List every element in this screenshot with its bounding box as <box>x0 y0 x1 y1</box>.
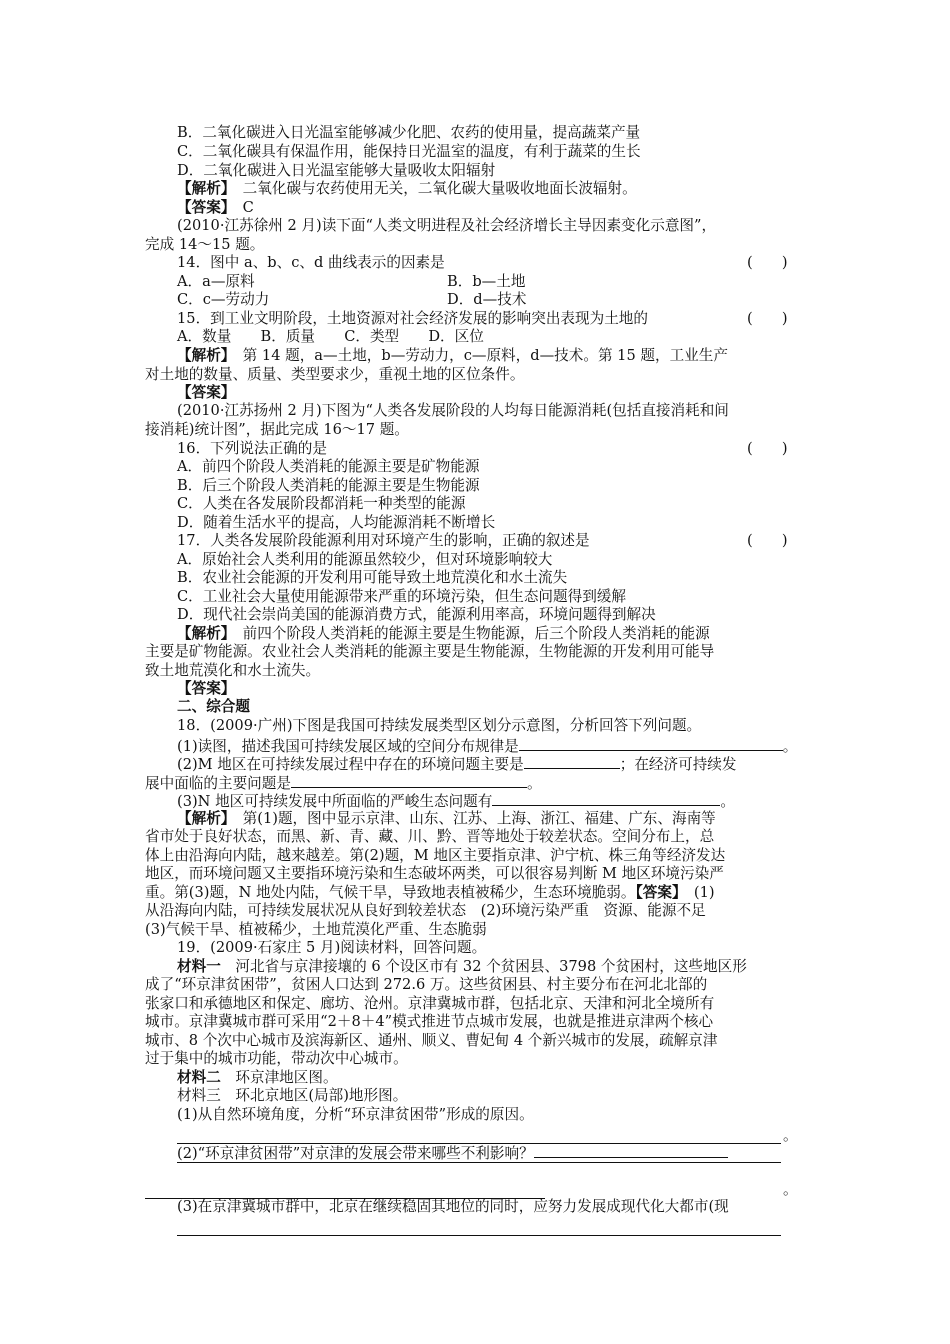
q18-analysis-line1 <box>177 810 716 829</box>
q17-option-c: C．工业社会大量使用能源带来严重的环境污染，但生态问题得到缓解 <box>177 588 626 605</box>
q18-answer-line2: (3)气候干旱、植被稀少，土地荒漠化严重、生态脆弱 <box>145 921 487 938</box>
q14-15-answer-tag: 【答案】 <box>177 384 236 401</box>
material-tag: 材料二 <box>177 1069 221 1086</box>
material1-line1 <box>177 958 747 977</box>
q17-answer-bracket: ( ) <box>747 532 788 549</box>
q13-option-c: C．二氧化碳具有保温作用，能保持日光温室的温度，有利于蔬菜的生长 <box>177 143 641 160</box>
intro-14-15-line2: 完成 14～15 题。 <box>145 236 265 253</box>
answer-blank[interactable] <box>492 791 720 806</box>
material1-line3: 张家口和承德地区和保定、廊坊、沧州。京津冀城市群，包括北京、天津和河北全境所有 <box>145 995 715 1012</box>
q14-option-c: C．c—劳动力 <box>177 291 270 308</box>
q15-stem: 15．到工业文明阶段，土地资源对社会经济发展的影响突出表现为土地的 <box>177 310 648 327</box>
answer-blank[interactable] <box>519 736 783 751</box>
q18-sub2-text-b: ；在经济可持续发 <box>619 756 737 773</box>
answer-tag: 【答案】 <box>177 199 229 216</box>
q18-analysis-line2: 省市处于良好状态，而黑、新、青、藏、川、黔、晋等地处于较差状态。空间分布上，总 <box>145 828 715 845</box>
q13-option-b: B．二氧化碳进入日光温室能够减少化肥、农药的使用量，提高蔬菜产量 <box>177 124 641 141</box>
material1-line5: 城市、8 个次中心城市及滨海新区、通州、顺义、曹妃甸 4 个新兴城市的发展，疏解京津 <box>145 1032 718 1049</box>
analysis-text: 第(1)题，图中显示京津、山东、江苏、上海、浙江、福建、广东、海南等 <box>228 810 716 827</box>
q14-option-b: B．b—土地 <box>447 273 526 290</box>
answer-blank[interactable] <box>534 1143 728 1158</box>
answer-tag: 【答案】 <box>635 884 680 901</box>
q13-answer <box>177 199 254 218</box>
analysis-tag: 【解析】 <box>177 347 229 364</box>
q18-sub2-end: 。 <box>526 775 542 792</box>
intro-14-15-line1: (2010·江苏徐州 2 月)读下面“人类文明进程及社会经济增长主导因素变化示意图”， <box>177 217 717 234</box>
section-heading: 二、综合题 <box>177 698 250 715</box>
q18-answer-line1: 从沿海向内陆，可持续发展状况从良好到较差状态 (2)环境污染严重 资源、能源不足 <box>145 902 706 919</box>
q14-15-analysis-line1 <box>177 347 728 366</box>
q14-option-d: D．d—技术 <box>447 291 527 308</box>
q19-sub3: (3)在京津冀城市群中，北京在继续稳固其地位的同时，应努力发展成现代化大都市(现 <box>177 1198 729 1215</box>
q16-17-answer-tag: 【答案】 <box>177 680 236 697</box>
material1-line2: 成了“环京津贫困带”，贫困人口达到 272.6 万。这些贫困县、村主要分布在河北北部的 <box>145 976 708 993</box>
answer-text: (1) <box>679 884 715 901</box>
material-tag: 材料一 <box>177 958 221 975</box>
material2 <box>177 1069 338 1088</box>
q16-option-c: C．人类在各发展阶段都消耗一种类型的能源 <box>177 495 466 512</box>
analysis-tag: 【解析】 <box>177 810 229 827</box>
q16-17-analysis-line3: 致土地荒漠化和水土流失。 <box>145 662 321 679</box>
material-text: 环京津地区图。 <box>220 1069 338 1086</box>
q17-option-d: D．现代社会崇尚美国的能源消费方式，能源利用率高，环境问题得到解决 <box>177 606 656 623</box>
answer-blank[interactable] <box>291 773 527 788</box>
q19-sub2-end: 。 <box>783 1181 798 1198</box>
q18-sub2-text-c: 展中面临的主要问题是 <box>145 775 291 792</box>
q13-analysis <box>177 180 637 199</box>
q16-answer-bracket: ( ) <box>747 440 788 457</box>
answer-text: C <box>228 199 254 216</box>
q17-option-a: A．原始社会人类利用的能源虽然较少，但对环境影响较大 <box>177 551 553 568</box>
intro-16-17-line2: 接消耗)统计图”，据此完成 16～17 题。 <box>145 421 409 438</box>
material3: 材料三 环北京地区(局部)地形图。 <box>177 1087 408 1104</box>
analysis-tag: 【解析】 <box>177 180 229 197</box>
answer-line[interactable] <box>177 1235 781 1236</box>
q18-analysis-line5 <box>145 884 715 903</box>
analysis-text: 前四个阶段人类消耗的能源主要是生物能源，后三个阶段人类消耗的能源 <box>228 625 710 642</box>
q16-option-a: A．前四个阶段人类消耗的能源主要是矿物能源 <box>177 458 480 475</box>
q18-sub2-text: (2)M 地区在可持续发展过程中存在的环境问题主要是 <box>177 756 524 773</box>
analysis-text: 重。第(3)题，N 地处内陆，气候干旱，导致地表植被稀少，生态环境脆弱。 <box>145 884 636 901</box>
q18-sub2 <box>177 754 737 775</box>
q14-answer-bracket: ( ) <box>747 254 788 271</box>
material-text: 河北省与京津接壤的 6 个设区市有 32 个贫困县、3798 个贫困村，这些地区形 <box>220 958 747 975</box>
q19-sub2 <box>177 1143 728 1164</box>
q17-option-b: B．农业社会能源的开发利用可能导致土地荒漠化和水土流失 <box>177 569 568 586</box>
q15-options: A．数量 B．质量 C．类型 D．区位 <box>177 328 484 345</box>
q14-option-a: A．a—原料 <box>177 273 255 290</box>
analysis-tag: 【解析】 <box>177 625 229 642</box>
q18-sub1-end: 。 <box>782 738 798 755</box>
q15-answer-bracket: ( ) <box>747 310 788 327</box>
q16-option-b: B．后三个阶段人类消耗的能源主要是生物能源 <box>177 477 480 494</box>
q18-stem: 18．(2009·广州)下图是我国可持续发展类型区划分示意图，分析回答下列问题。 <box>177 717 702 734</box>
material1-line6: 过于集中的城市功能，带动次中心城市。 <box>145 1050 408 1067</box>
q16-17-analysis-line2: 主要是矿物能源。农业社会人类消耗的能源主要是生物能源，生物能源的开发利用可能导 <box>145 643 715 660</box>
q16-17-analysis-line1 <box>177 625 710 644</box>
answer-blank[interactable] <box>524 754 620 769</box>
material1-line4: 城市。京津冀城市群可采用“2＋8＋4”模式推进节点城市发展，也就是推进京津两个核心 <box>145 1013 714 1030</box>
q18-sub1-text: (1)读图，描述我国可持续发展区域的空间分布规律是 <box>177 738 519 755</box>
q19-sub2-text: (2)“环京津贫困带”对京津的发展会带来哪些不利影响？ <box>177 1145 534 1162</box>
q14-stem: 14．图中 a、b、c、d 曲线表示的因素是 <box>177 254 445 271</box>
q19-sub1-end: 。 <box>783 1127 798 1144</box>
q16-option-d: D．随着生活水平的提高，人均能源消耗不断增长 <box>177 514 496 531</box>
analysis-text: 第 14 题，a—土地，b—劳动力，c—原料，d—技术。第 15 题，工业生产 <box>228 347 728 364</box>
q18-sub3-end: 。 <box>720 793 735 810</box>
q18-sub3-text: (3)N 地区可持续发展中所面临的严峻生态问题有 <box>177 793 493 810</box>
q16-stem: 16．下列说法正确的是 <box>177 440 327 457</box>
q19-stem: 19．(2009·石家庄 5 月)阅读材料，回答问题。 <box>177 939 487 956</box>
intro-16-17-line1: (2010·江苏扬州 2 月)下图为“人类各发展阶段的人均每日能源消耗(包括直接消耗和间 <box>177 402 729 419</box>
q13-option-d: D．二氧化碳进入日光温室能够大量吸收太阳辐射 <box>177 162 496 179</box>
q18-analysis-line3: 体上由沿海向内陆，越来越差。第(2)题，M 地区主要指京津、沪宁杭、株三角等经济发达 <box>145 847 726 864</box>
q18-sub3 <box>177 791 735 812</box>
analysis-text: 二氧化碳与农药使用无关，二氧化碳大量吸收地面长波辐射。 <box>228 180 637 197</box>
q18-analysis-line4: 地区，而环境问题又主要指环境污染和生态破坏两类，可以很容易判断 M 地区环境污染严 <box>145 865 724 882</box>
q19-sub1: (1)从自然环境角度，分析“环京津贫困带”形成的原因。 <box>177 1106 534 1123</box>
q14-15-analysis-line2: 对土地的数量、质量、类型要求少，重视土地的区位条件。 <box>145 366 525 383</box>
q17-stem: 17．人类各发展阶段能源利用对环境产生的影响，正确的叙述是 <box>177 532 590 549</box>
